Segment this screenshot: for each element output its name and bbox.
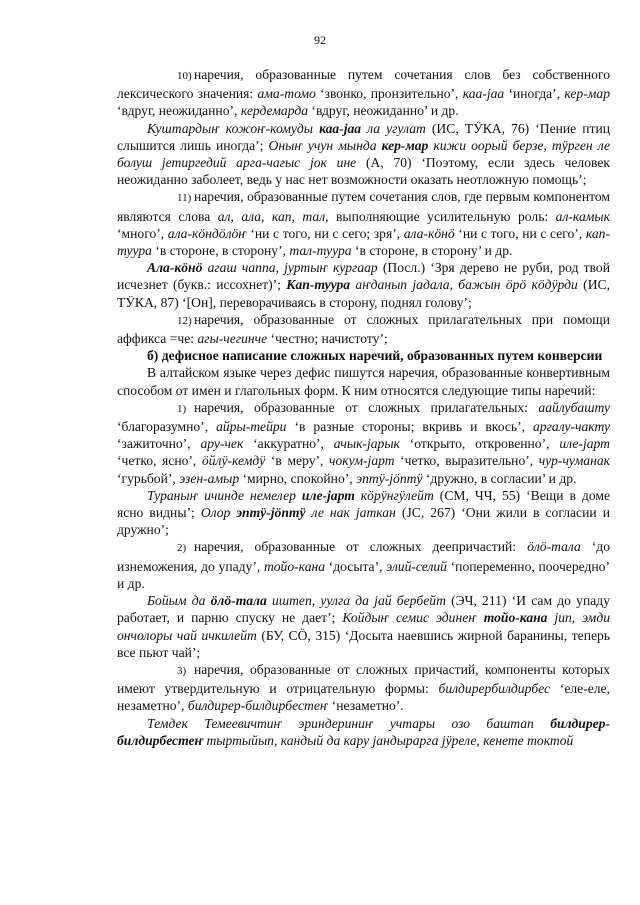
paragraph xyxy=(117,120,610,189)
text-run: ‘открыто, откровенно’, xyxy=(399,436,560,452)
text-run: ‘много’, xyxy=(117,225,168,241)
text-run: аҥданып јадала, бажын ӧрӧ кӧдӱрди xyxy=(350,277,578,293)
paragraph xyxy=(117,259,610,311)
text-run: ‘гурьбой’, xyxy=(117,470,180,486)
text-run: Койдыҥ семис эдинеҥ xyxy=(342,610,484,626)
text-run: наречия, образованные от сложных деепричастий: xyxy=(194,539,528,555)
text-run: ле нак јаткан xyxy=(305,505,396,521)
text-run: билдирербилдирбес xyxy=(438,681,551,697)
text-run: наречия, образованные от сложных прилагательных при помощи аффикса =че: xyxy=(117,311,610,347)
text-run: ‘в стороне, в сторону’ и др. xyxy=(351,243,513,259)
paragraph xyxy=(117,487,610,539)
paragraph xyxy=(117,66,610,120)
text-run: ару-чек xyxy=(200,436,244,452)
text-run: ӧйлӱ-кемдӱ xyxy=(201,453,266,469)
text-run: ал, ала, кап, тал, xyxy=(217,208,329,224)
text-run: ‘еле-еле, незаметно’, xyxy=(117,681,610,714)
paragraph xyxy=(117,347,610,364)
text-run: каа-јаа xyxy=(319,120,362,136)
text-run: ачык-јарык xyxy=(333,436,400,452)
paragraph xyxy=(117,188,610,259)
text-run: ‘попеременно, поочередно’ и др. xyxy=(117,558,611,591)
text-run: Куштардыҥ кожоҥ-комуды xyxy=(147,120,320,136)
text-run: ‘мирно, спокойно’, xyxy=(239,470,357,486)
text-run: ‘четко, ясно’, xyxy=(117,453,202,469)
text-run: ‘вдруг, неожиданно’, xyxy=(117,103,241,119)
text-run: кап-туура xyxy=(117,225,611,259)
text-run: ‘благоразумно’, xyxy=(117,419,217,435)
text-run: ‘досыта’, xyxy=(325,558,387,574)
text-run: ‘до изнеможения, до упаду’, xyxy=(117,539,611,574)
text-run: билдирер-билдирбестеҥ xyxy=(117,715,610,748)
text-run: ‘аккуратно’, xyxy=(243,436,334,452)
text-run: Темдек Темеевичтиҥ эриндериниҥ учтары озо баштап xyxy=(147,715,551,731)
text-run: ‘звонко, пронзительно’, xyxy=(315,86,463,102)
text-run: кер-мар xyxy=(381,137,429,153)
text-run: эптӱ-јӧптӱ xyxy=(236,505,306,521)
text-run: наречия, образованные путем сочетания слов, где первым компонентом являются слова xyxy=(117,189,610,224)
list-number: 12) xyxy=(177,314,192,327)
text-run: тойо-кана xyxy=(263,558,326,574)
text-run: Кап-туура xyxy=(286,277,351,293)
text-run: кижи оорый берзе, тӱрген ле болуш јетиргедий арга-чагыс јок ине xyxy=(117,137,610,171)
text-run: (БУ, СӦ, 315) ‘Досыта наевшись жирной баранины, теперь все пьют чай’; xyxy=(117,627,610,660)
list-number: 1) xyxy=(177,402,187,415)
text-run: ‘дружно, в согласии’ и др. xyxy=(422,470,577,486)
text-run: (СМ, ЧЧ, 55) ‘Вещи в доме ясно видны’; xyxy=(117,487,610,521)
paragraph xyxy=(117,715,610,749)
text-run: ‘иногда’, xyxy=(504,86,565,102)
paragraph xyxy=(117,399,610,487)
text-run: (ИС, ТӰКА, 87) ‘[Он], переворачиваясь в сторону, поднял голову’; xyxy=(117,277,610,310)
text-run: Олор xyxy=(200,505,237,521)
text-run: чокум-јарт xyxy=(329,453,395,469)
text-run: ал-камык xyxy=(555,208,610,224)
paragraph xyxy=(117,311,610,347)
text-run: ‘незаметно’. xyxy=(328,698,404,714)
text-run: ‘зажиточно’, xyxy=(117,436,201,452)
list-number: 10) xyxy=(177,70,192,82)
text-run: (ЭЧ, 211) ‘И сам до упаду работает, и парню спуску не дает’; xyxy=(117,593,611,626)
text-run: (ЈС, 267) ‘Они жили в согласии и дружно’; xyxy=(117,505,610,538)
text-run: (ИС, ТӰКА, 76) ‘Пение птиц слышится лишь иногда’; xyxy=(117,120,611,153)
list-number: 3) xyxy=(177,664,187,677)
page-number: 92 xyxy=(314,33,326,47)
text-run: ӧлӧ-тала xyxy=(527,539,581,555)
text-run: эптӱ-јӧптӱ xyxy=(356,470,423,486)
text-run: (Посл.) ‘Зря дерево не руби, род твой исчезнет (букв.: иссохнет)’; xyxy=(117,260,610,293)
text-run: ла угулат xyxy=(361,120,426,136)
paragraph xyxy=(117,592,610,661)
text-run: айры-тейри xyxy=(216,419,287,435)
text-run: наречия, образованные путем сочетания слов без собственного лексического значения: xyxy=(117,67,610,102)
text-run: тыртыйып, кандый да кару јандыраргa јӱреле, кенете токтой xyxy=(203,732,574,748)
text-run: Ала-кӧнӧ xyxy=(147,260,203,276)
paragraph xyxy=(117,364,610,398)
text-run: иле-јарт xyxy=(559,436,610,452)
text-run: каа-јаа xyxy=(462,86,505,102)
text-run: иле-јарт xyxy=(301,487,355,503)
text-run: агы-чегинче xyxy=(197,331,268,347)
list-number: 11) xyxy=(177,192,192,205)
text-run: выполняющие усилительную роль: xyxy=(328,208,556,224)
text-run: наречия, образованные от сложных прилагательных: xyxy=(194,399,539,415)
text-run: тал-туура xyxy=(289,243,352,259)
text-run: агаш чаппа, јуртыҥ кургаар xyxy=(202,260,378,276)
text-run: јип, эмди ончолоры чай ичкилейт xyxy=(117,610,610,643)
text-run: кӧрӱнгӱлейт xyxy=(354,487,434,503)
text-run: ‘в разные стороны; вкривь и вкось’, xyxy=(286,419,533,435)
text-run: (А, 70) ‘Поэтому, если здесь человек неожиданно заболеет, ведь у нас нет возможности оказать неотложную помощь’; xyxy=(117,155,610,188)
text-run: аайлубашту xyxy=(538,399,610,415)
text-run: чур-чуманак xyxy=(538,453,610,469)
text-run: ‘ни с того, ни с сего; зря’, xyxy=(246,225,404,241)
text-run: Тураныҥ ичинде немелер xyxy=(147,487,302,503)
text-run: Бойым да xyxy=(147,593,211,609)
text-run: ‘честно; начистоту’; xyxy=(267,331,388,347)
text-run: ама-томо xyxy=(257,86,316,102)
text-run: билдирер-билдирбестеҥ xyxy=(187,698,329,714)
paragraph xyxy=(117,538,610,592)
text-run: тойо-кана xyxy=(483,610,548,626)
text-run: иштеп, уулга да јай бербейт xyxy=(266,593,446,609)
text-run: наречия, образованные от сложных причастий, компоненты которых имеют утвердительную и отрицательную формы: xyxy=(117,661,610,697)
text-run: ала-кӧнӧ xyxy=(403,225,455,241)
text-run: кердемарда xyxy=(240,103,309,119)
text-run: аргалу-чакту xyxy=(533,419,610,435)
text-run: эзен-амыр xyxy=(179,470,240,486)
text-run: В алтайском языке через дефис пишутся наречия, образованные конвертивным способом от имен и глагольных форм. К ним относятся следующие типы наречий: xyxy=(117,365,610,398)
paragraph xyxy=(117,661,610,715)
text-run: элий-селий xyxy=(386,558,447,574)
text-run: ‘вдруг, неожиданно’ и др. xyxy=(308,103,459,119)
text-run: б) дефисное написание сложных наречий, образованных путем конверсии xyxy=(147,348,603,364)
text-run: ‘в меру’, xyxy=(265,453,330,469)
text-run: ала-кӧндӧлӧҥ xyxy=(167,225,247,241)
text-run: ӧлӧ-тала xyxy=(210,593,267,609)
text-run: ‘ни с того, ни с сего’, xyxy=(454,225,586,241)
text-run: Оныҥ учун мында xyxy=(268,137,382,153)
list-number: 2) xyxy=(177,542,187,555)
text-run: ‘четко, выразительно’, xyxy=(394,453,539,469)
text-run: ‘в стороне, в сторону’, xyxy=(151,243,290,259)
page-text xyxy=(117,66,610,749)
text-run: кер-мар xyxy=(564,86,611,102)
